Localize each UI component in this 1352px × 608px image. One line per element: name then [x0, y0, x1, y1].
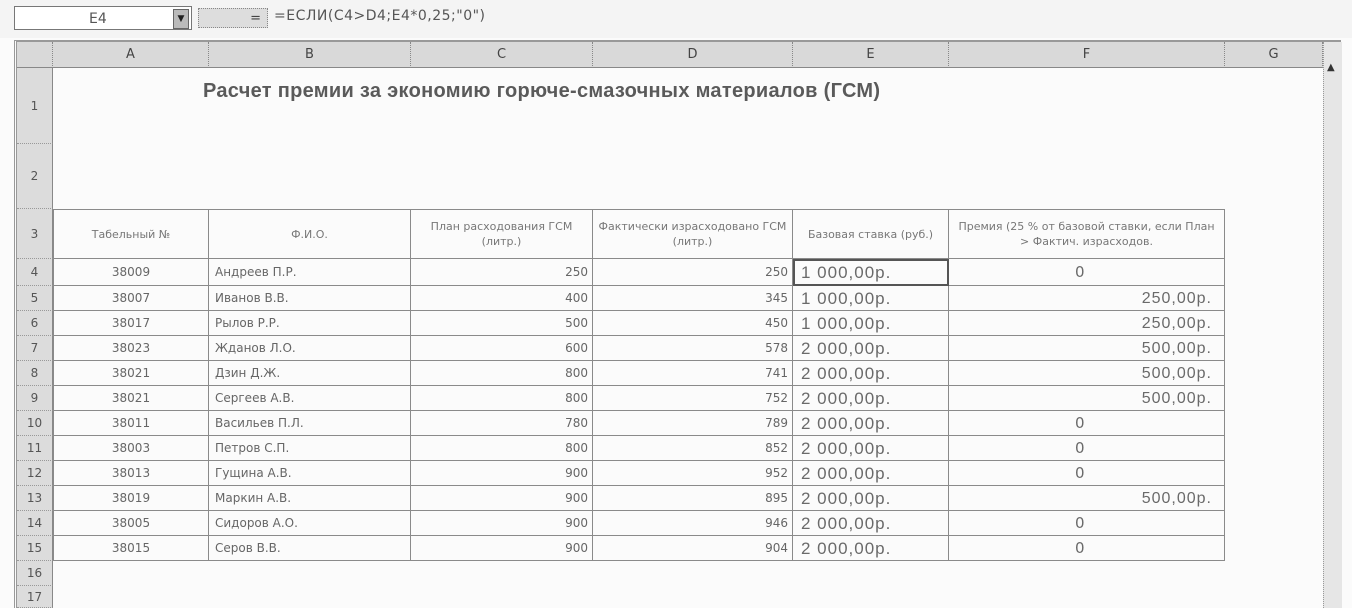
table-cell-base[interactable]: 2 000,00р.: [793, 511, 949, 536]
table-cell-name[interactable]: Петров С.П.: [209, 436, 411, 461]
row-header-9[interactable]: 9: [17, 386, 53, 411]
table-cell-name[interactable]: Рылов Р.Р.: [209, 311, 411, 336]
table-cell-id[interactable]: 38011: [53, 411, 209, 436]
table-cell-fact[interactable]: 345: [593, 286, 793, 311]
spreadsheet-grid[interactable]: [14, 40, 1341, 608]
table-cell-name[interactable]: Маркин А.В.: [209, 486, 411, 511]
table-cell-plan[interactable]: 600: [411, 336, 593, 361]
table-cell-fact[interactable]: 752: [593, 386, 793, 411]
table-cell-bonus[interactable]: 500,00р.: [949, 486, 1225, 511]
table-cell-bonus[interactable]: 500,00р.: [949, 336, 1225, 361]
sheet-title: Расчет премии за экономию горюче-смазочных материалов (ГСМ): [203, 80, 881, 102]
table-cell-base[interactable]: 2 000,00р.: [793, 436, 949, 461]
row-header-1[interactable]: 1: [17, 68, 53, 144]
table-cell-bonus[interactable]: 0: [949, 536, 1225, 561]
row-header-4[interactable]: 4: [17, 259, 53, 286]
table-cell-name[interactable]: Дзин Д.Ж.: [209, 361, 411, 386]
table-header-cell[interactable]: Ф.И.О.: [209, 209, 411, 259]
table-cell-base[interactable]: 1 000,00р.: [793, 286, 949, 311]
table-cell-fact[interactable]: 952: [593, 461, 793, 486]
row-header-12[interactable]: 12: [17, 461, 53, 486]
table-cell-plan[interactable]: 800: [411, 361, 593, 386]
formula-input[interactable]: =ЕСЛИ(C4>D4;E4*0,25;"0"): [274, 8, 486, 24]
table-cell-plan[interactable]: 400: [411, 286, 593, 311]
table-cell-plan[interactable]: 900: [411, 486, 593, 511]
table-cell-base[interactable]: 2 000,00р.: [793, 361, 949, 386]
table-cell-bonus[interactable]: 0: [949, 511, 1225, 536]
table-cell-plan[interactable]: 800: [411, 436, 593, 461]
row-header-10[interactable]: 10: [17, 411, 53, 436]
table-cell-plan[interactable]: 900: [411, 461, 593, 486]
name-box[interactable]: [14, 6, 192, 30]
column-header-f[interactable]: F: [949, 42, 1225, 68]
table-cell-fact[interactable]: 904: [593, 536, 793, 561]
table-cell-fact[interactable]: 895: [593, 486, 793, 511]
vertical-scrollbar[interactable]: [1323, 42, 1342, 608]
row-header-11[interactable]: 11: [17, 436, 53, 461]
table-cell-bonus[interactable]: 500,00р.: [949, 386, 1225, 411]
select-all-corner[interactable]: [17, 42, 53, 68]
table-cell-bonus[interactable]: 500,00р.: [949, 361, 1225, 386]
table-cell-base[interactable]: 2 000,00р.: [793, 386, 949, 411]
column-header-d[interactable]: D: [593, 42, 793, 68]
name-box-value: E4: [89, 11, 107, 27]
column-header-a[interactable]: A: [53, 42, 209, 68]
table-cell-id[interactable]: 38015: [53, 536, 209, 561]
table-cell-name[interactable]: Иванов В.В.: [209, 286, 411, 311]
table-header-cell[interactable]: Премия (25 % от базовой ставки, если План > Фактич. израсходов.: [949, 209, 1225, 259]
table-cell-base[interactable]: 2 000,00р.: [793, 411, 949, 436]
table-cell-plan[interactable]: 780: [411, 411, 593, 436]
table-cell-bonus[interactable]: 250,00р.: [949, 286, 1225, 311]
column-header-e[interactable]: E: [793, 42, 949, 68]
row-header-16[interactable]: 16: [17, 561, 53, 586]
row-header-14[interactable]: 14: [17, 511, 53, 536]
row-header-17[interactable]: 17: [17, 586, 53, 608]
scroll-up-icon[interactable]: ▲: [1327, 62, 1335, 73]
table-cell-fact[interactable]: 741: [593, 361, 793, 386]
table-cell-fact[interactable]: 946: [593, 511, 793, 536]
table-cell-id[interactable]: 38021: [53, 361, 209, 386]
table-cell-id[interactable]: 38013: [53, 461, 209, 486]
table-cell-base[interactable]: 2 000,00р.: [793, 336, 949, 361]
table-cell-fact[interactable]: 250: [593, 259, 793, 286]
table-cell-base[interactable]: 2 000,00р.: [793, 536, 949, 561]
table-header-cell[interactable]: План расходования ГСМ (литр.): [411, 209, 593, 259]
table-cell-base[interactable]: 1 000,00р.: [793, 259, 949, 286]
table-cell-plan[interactable]: 250: [411, 259, 593, 286]
row-header-15[interactable]: 15: [17, 536, 53, 561]
row-header-5[interactable]: 5: [17, 286, 53, 311]
table-cell-name[interactable]: Андреев П.Р.: [209, 259, 411, 286]
table-cell-fact[interactable]: 852: [593, 436, 793, 461]
row-header-2[interactable]: 2: [17, 144, 53, 209]
row-header-13[interactable]: 13: [17, 486, 53, 511]
column-header-c[interactable]: C: [411, 42, 593, 68]
table-cell-name[interactable]: Гущина А.В.: [209, 461, 411, 486]
table-cell-fact[interactable]: 578: [593, 336, 793, 361]
table-cell-id[interactable]: 38023: [53, 336, 209, 361]
row-header-7[interactable]: 7: [17, 336, 53, 361]
row-header-8[interactable]: 8: [17, 361, 53, 386]
table-cell-base[interactable]: 2 000,00р.: [793, 461, 949, 486]
table-cell-id[interactable]: 38003: [53, 436, 209, 461]
table-cell-name[interactable]: Сергеев А.В.: [209, 386, 411, 411]
table-cell-id[interactable]: 38009: [53, 259, 209, 286]
table-cell-name[interactable]: Сидоров А.О.: [209, 511, 411, 536]
table-cell-base[interactable]: 1 000,00р.: [793, 311, 949, 336]
table-cell-fact[interactable]: 450: [593, 311, 793, 336]
table-cell-plan[interactable]: 800: [411, 386, 593, 411]
table-cell-bonus[interactable]: 0: [949, 461, 1225, 486]
table-header-cell[interactable]: Фактически израсходовано ГСМ (литр.): [593, 209, 793, 259]
table-cell-fact[interactable]: 789: [593, 411, 793, 436]
table-cell-bonus[interactable]: 0: [949, 411, 1225, 436]
table-cell-name[interactable]: Жданов Л.О.: [209, 336, 411, 361]
formula-bar: [0, 0, 1352, 38]
row-header-6[interactable]: 6: [17, 311, 53, 336]
table-header-cell[interactable]: Базовая ставка (руб.): [793, 209, 949, 259]
table-cell-id[interactable]: 38005: [53, 511, 209, 536]
table-cell-bonus[interactable]: 0: [949, 259, 1225, 286]
column-header-g[interactable]: G: [1225, 42, 1323, 68]
chevron-down-icon[interactable]: ▼: [173, 9, 189, 29]
table-cell-plan[interactable]: 500: [411, 311, 593, 336]
table-cell-id[interactable]: 38021: [53, 386, 209, 411]
table-header-cell[interactable]: Табельный №: [53, 209, 209, 259]
table-cell-bonus[interactable]: 0: [949, 436, 1225, 461]
table-cell-bonus[interactable]: 250,00р.: [949, 311, 1225, 336]
table-cell-id[interactable]: 38017: [53, 311, 209, 336]
table-cell-id[interactable]: 38007: [53, 286, 209, 311]
table-cell-base[interactable]: 2 000,00р.: [793, 486, 949, 511]
insert-function-button[interactable]: =: [198, 8, 268, 28]
table-cell-name[interactable]: Васильев П.Л.: [209, 411, 411, 436]
table-cell-plan[interactable]: 900: [411, 511, 593, 536]
table-cell-plan[interactable]: 900: [411, 536, 593, 561]
column-header-b[interactable]: B: [209, 42, 411, 68]
row-header-3[interactable]: 3: [17, 209, 53, 259]
table-cell-id[interactable]: 38019: [53, 486, 209, 511]
table-cell-name[interactable]: Серов В.В.: [209, 536, 411, 561]
